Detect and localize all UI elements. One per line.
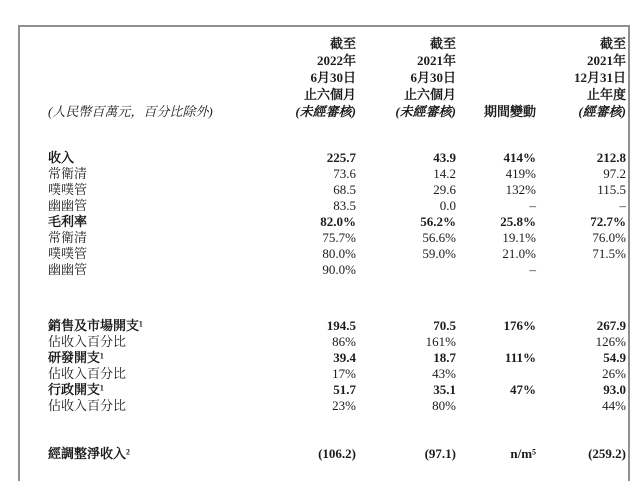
cell-value [356, 262, 456, 278]
period-line: 止年度 [586, 87, 626, 102]
cell-value: 90.0% [322, 262, 356, 277]
cell-value: – [529, 262, 536, 277]
period-change-label: 期間變動 [483, 104, 536, 119]
col-header-2021-h1 [356, 27, 456, 120]
cell-value: 111% [504, 350, 536, 365]
col-header-period-change [456, 27, 536, 120]
table-row [20, 350, 626, 366]
cell-value: 43% [432, 366, 456, 381]
cell-value: 68.5 [333, 182, 356, 197]
period-line: 2021年 [586, 53, 626, 68]
table-row [20, 120, 626, 166]
cell-value: 115.5 [597, 182, 626, 197]
table-row [20, 382, 626, 398]
table-row [20, 334, 626, 350]
period-line: 2022年 [316, 53, 356, 68]
cell-value: 35.1 [433, 382, 456, 397]
cell-value [536, 262, 626, 278]
table-header [20, 27, 626, 120]
cell-value: 21.0% [502, 246, 536, 261]
table-row [20, 398, 626, 414]
col-header-2022-h1 [258, 27, 356, 120]
cell-value: 54.9 [603, 350, 626, 365]
cell-value: 56.6% [422, 230, 456, 245]
row-label: 佔收入百分比 [48, 366, 127, 381]
cell-value: 126% [595, 334, 626, 349]
cell-value: 25.8% [500, 214, 536, 229]
cell-value: 47% [510, 382, 536, 397]
header-row [20, 27, 626, 120]
cell-value: 75.7% [322, 230, 356, 245]
cell-value: 86% [332, 334, 356, 349]
table-row [20, 166, 626, 182]
table-body [20, 120, 626, 462]
row-label: 常衛清 [48, 166, 88, 181]
financial-table-box [18, 25, 630, 481]
cell-value: 161% [425, 334, 456, 349]
period-line: 6月30日 [410, 70, 456, 85]
cell-value: – [529, 198, 536, 213]
cell-value: 83.5 [333, 198, 356, 213]
cell-value [456, 366, 536, 382]
cell-value: 26% [602, 366, 626, 381]
period-line: 截至 [429, 36, 456, 51]
cell-value: (106.2) [318, 446, 356, 461]
cell-value: 82.0% [320, 214, 356, 229]
period-line: 截至 [329, 36, 356, 51]
cell-value: 17% [332, 366, 356, 381]
cell-value: 80.0% [322, 246, 356, 261]
cell-value: – [619, 198, 626, 213]
cell-value: 14.2 [433, 166, 456, 181]
cell-value: 132% [505, 182, 536, 197]
cell-value: 267.9 [596, 318, 626, 333]
row-label: 毛利率 [48, 214, 88, 229]
table-row [20, 262, 626, 278]
cell-value: 0.0 [439, 198, 456, 213]
financial-results-table [20, 27, 626, 462]
cell-value: 59.0% [422, 246, 456, 261]
cell-value: n/m⁵ [510, 446, 536, 461]
table-row [20, 278, 626, 334]
table-row [20, 230, 626, 246]
col-header-fy2021 [536, 27, 626, 120]
row-label: 常衛清 [48, 230, 88, 245]
period-line: 止六個月 [403, 87, 456, 102]
period-line: 止六個月 [303, 87, 356, 102]
cell-value: 19.1% [502, 230, 536, 245]
row-label: 噗噗管 [48, 182, 88, 197]
audit-note: (未經審核) [395, 104, 456, 119]
cell-value: 93.0 [603, 382, 626, 397]
cell-value: 56.2% [420, 214, 456, 229]
cell-value: (97.1) [424, 446, 456, 461]
cell-value: 51.7 [333, 382, 356, 397]
row-label: 噗噗管 [48, 246, 88, 261]
table-row [20, 366, 626, 382]
unit-note: (人民幣百萬元，百分比除外) [48, 104, 213, 119]
cell-value: 97.2 [603, 166, 626, 181]
cell-value: 70.5 [433, 318, 456, 333]
table-row [20, 246, 626, 262]
cell-value [456, 398, 536, 414]
cell-value: 29.6 [433, 182, 456, 197]
cell-value: 225.7 [326, 150, 356, 165]
table-row [20, 414, 626, 462]
cell-value [456, 334, 536, 350]
cell-value: 18.7 [433, 350, 456, 365]
cell-value: 212.8 [596, 150, 626, 165]
cell-value: 72.7% [590, 214, 626, 229]
cell-value: 23% [332, 398, 356, 413]
row-label: 佔收入百分比 [48, 334, 127, 349]
cell-value: (259.2) [588, 446, 626, 461]
period-line: 6月30日 [310, 70, 356, 85]
row-label: 經調整淨收入² [48, 446, 130, 461]
cell-value: 44% [602, 398, 626, 413]
table-row [20, 198, 626, 214]
cell-value: 39.4 [333, 350, 356, 365]
cell-value: 80% [432, 398, 456, 413]
row-label: 幽幽管 [48, 262, 88, 277]
cell-value: 43.9 [433, 150, 456, 165]
cell-value: 76.0% [592, 230, 626, 245]
audit-note: (經審核) [578, 104, 626, 119]
cell-value: 176% [503, 318, 536, 333]
audit-note: (未經審核) [295, 104, 356, 119]
cell-value: 419% [505, 166, 536, 181]
period-line: 2021年 [416, 53, 456, 68]
row-label: 幽幽管 [48, 198, 88, 213]
row-label: 研發開支¹ [48, 350, 104, 365]
table-row [20, 214, 626, 230]
period-line: 12月31日 [573, 70, 626, 85]
cell-value: 71.5% [592, 246, 626, 261]
table-row [20, 182, 626, 198]
cell-value: 73.6 [333, 166, 356, 181]
row-label: 收入 [48, 150, 75, 165]
period-line: 截至 [599, 36, 626, 51]
cell-value: 194.5 [326, 318, 356, 333]
row-label: 行政開支¹ [48, 382, 104, 397]
row-label: 銷售及市場開支¹ [48, 318, 143, 333]
row-label: 佔收入百分比 [48, 398, 127, 413]
cell-value: 414% [503, 150, 536, 165]
